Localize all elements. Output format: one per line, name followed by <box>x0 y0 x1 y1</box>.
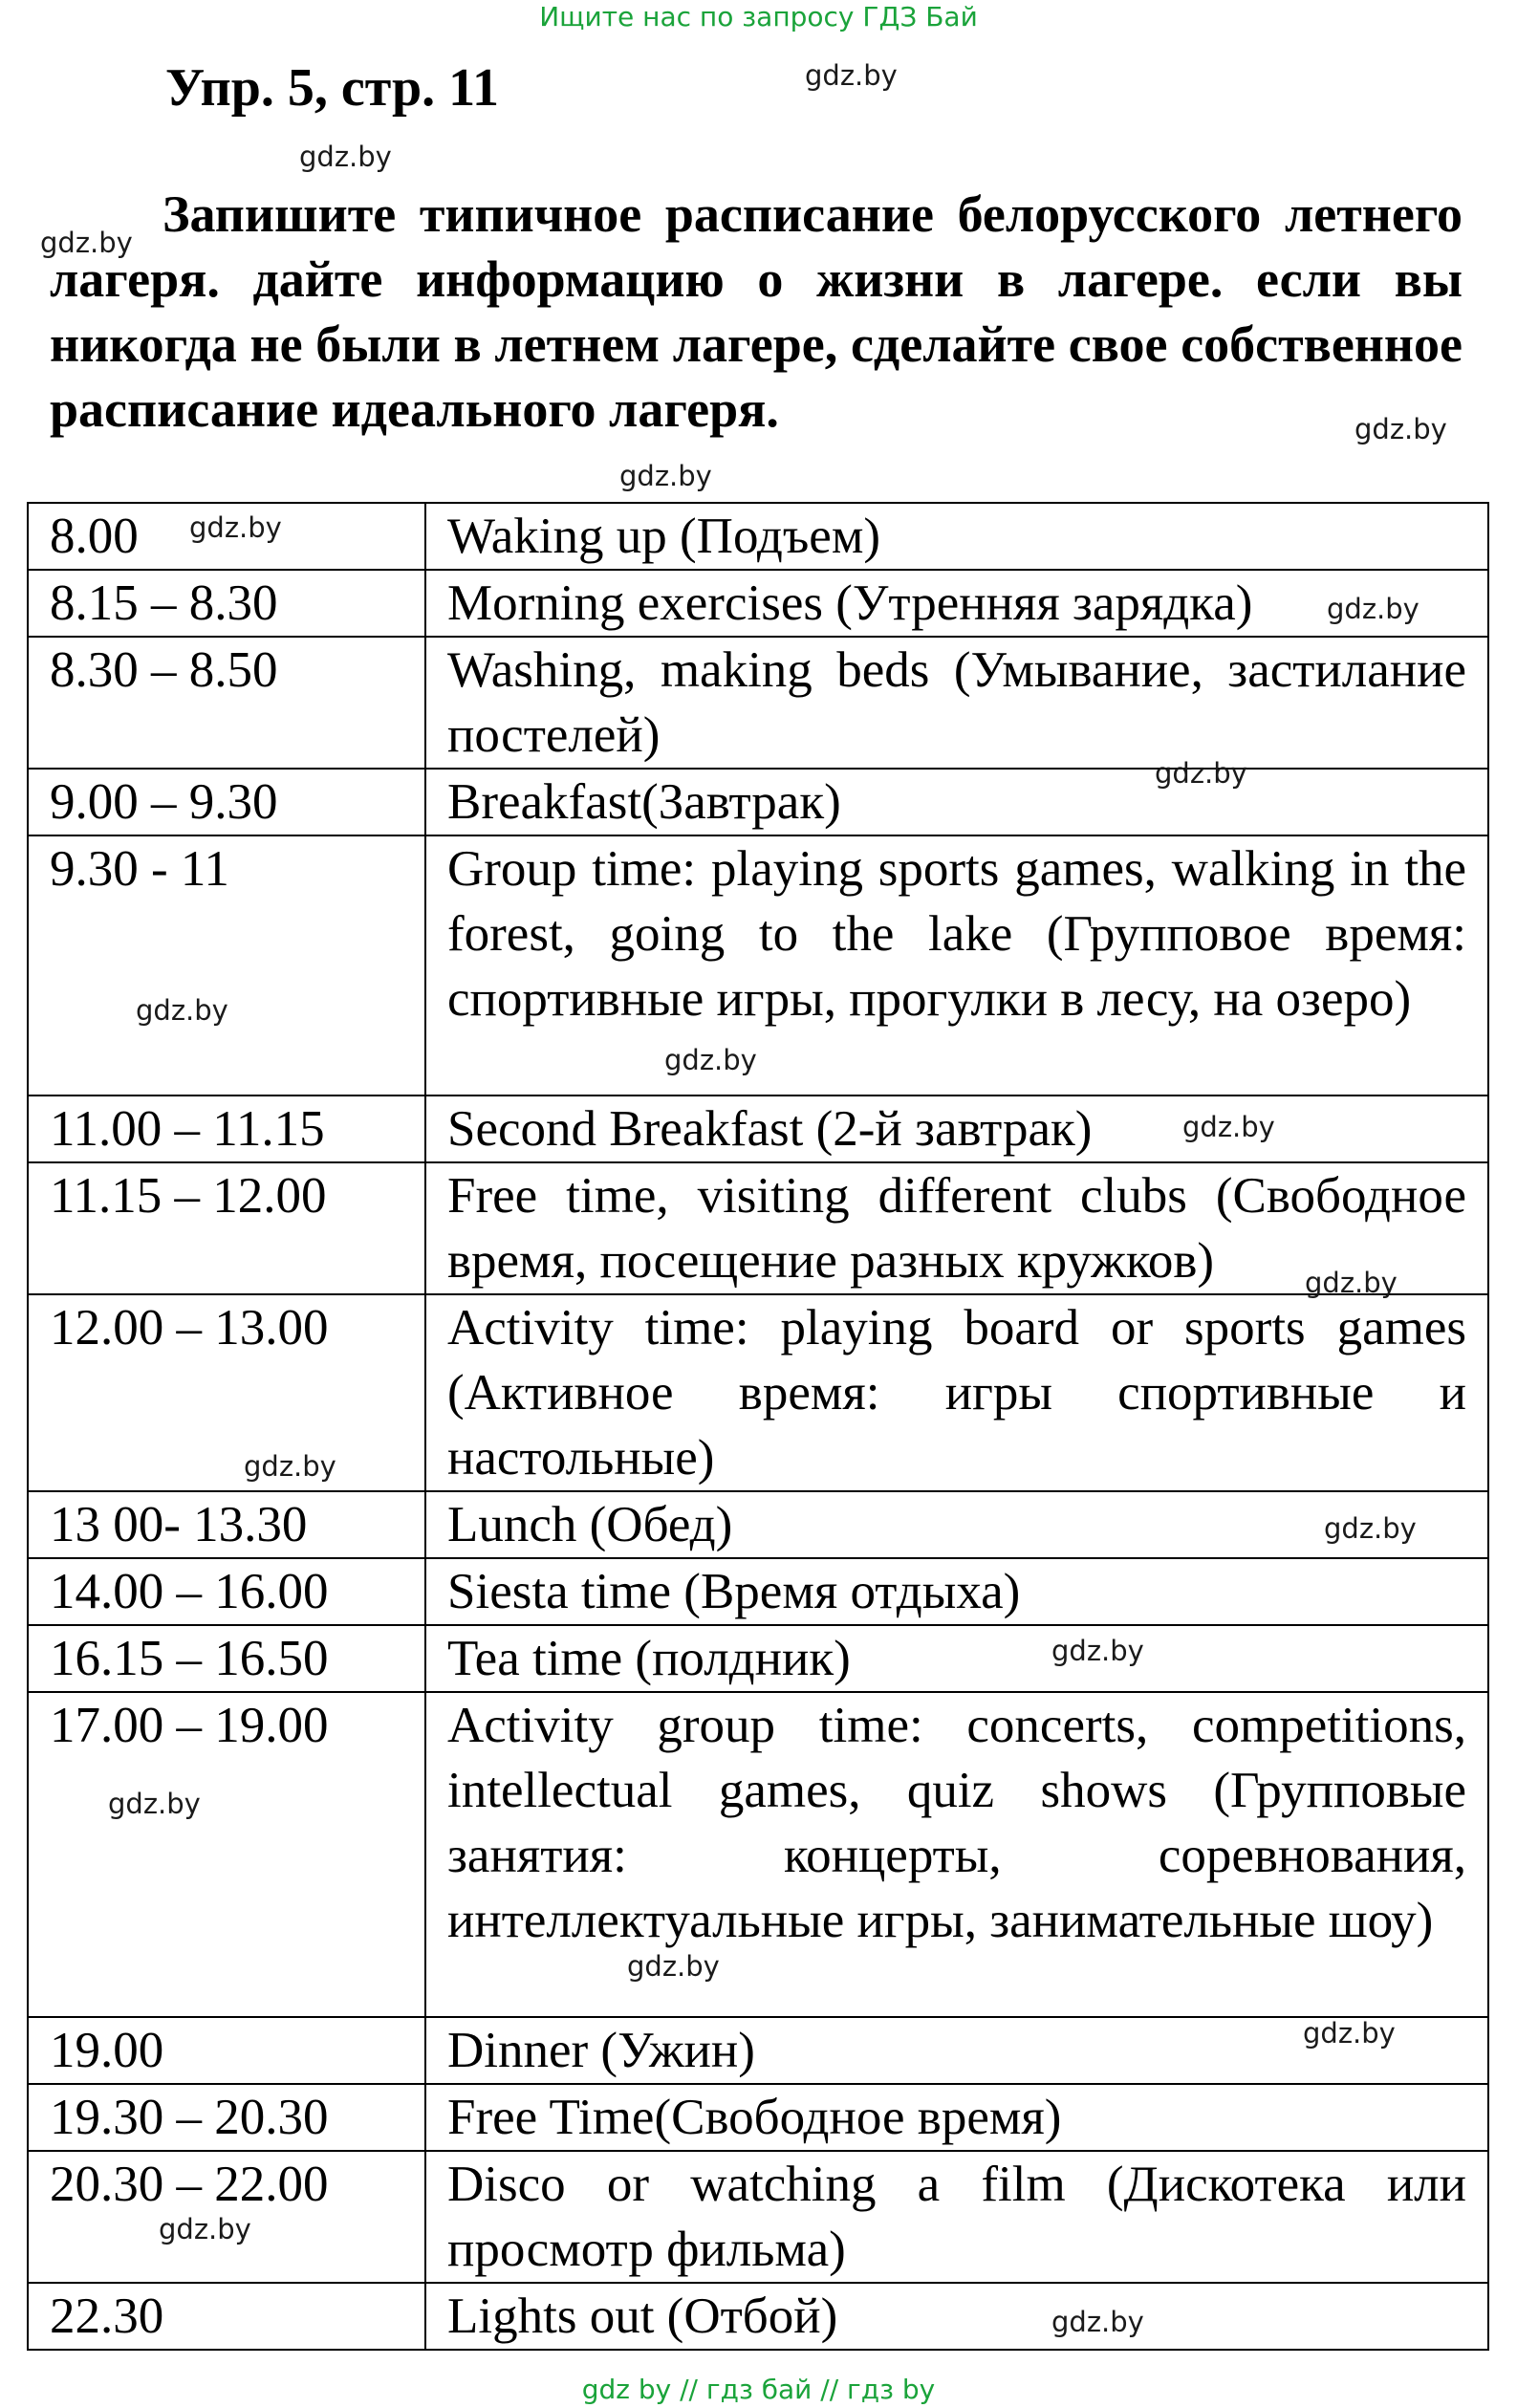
time-cell: 14.00 – 16.00 <box>28 1558 425 1625</box>
activity-cell: Waking up (Подъем) <box>425 503 1488 570</box>
time-cell: 9.00 – 9.30 <box>28 769 425 835</box>
watermark: gdz.by <box>627 1950 720 1983</box>
watermark: gdz.by <box>619 460 712 492</box>
watermark: gdz.by <box>1155 757 1247 790</box>
activity-cell: Tea time (полдник) <box>425 1625 1488 1692</box>
time-cell: 8.00 <box>28 503 425 570</box>
time-cell: 11.00 – 11.15 <box>28 1096 425 1162</box>
activity-cell: Siesta time (Время отдыха) <box>425 1558 1488 1625</box>
activity-cell: Activity group time: concerts, competitions, intellectual games, quiz shows (Групповые занятия: концерты, соревнования, интеллектуальные игры, занимательные шоу) <box>425 1692 1488 2017</box>
schedule-table <box>27 502 1489 2351</box>
time-cell: 20.30 – 22.00 <box>28 2151 425 2283</box>
activity-cell: Lights out (Отбой) <box>425 2283 1488 2350</box>
watermark: gdz.by <box>1303 2017 1396 2050</box>
table-row <box>28 637 1488 769</box>
time-cell: 22.30 <box>28 2283 425 2350</box>
activity-cell: Breakfast(Завтрак) <box>425 769 1488 835</box>
table-row <box>28 769 1488 835</box>
watermark: gdz.by <box>1051 1635 1144 1667</box>
watermark: gdz.by <box>244 1450 336 1483</box>
table-row <box>28 2084 1488 2151</box>
watermark: gdz.by <box>1305 1267 1398 1299</box>
activity-cell: Disco or watching a film (Дискотека или просмотр фильма) <box>425 2151 1488 2283</box>
time-cell: 19.30 – 20.30 <box>28 2084 425 2151</box>
watermark: gdz.by <box>189 511 282 544</box>
table-row <box>28 2283 1488 2350</box>
time-cell: 9.30 - 11 <box>28 835 425 1096</box>
activity-cell: Group time: playing sports games, walking in the forest, going to the lake (Групповое время: спортивные игры, прогулки в лесу, на озеро) <box>425 835 1488 1096</box>
activity-cell: Second Breakfast (2-й завтрак) <box>425 1096 1488 1162</box>
footer-links: gdz by // гдз бай // гдз by <box>581 2374 936 2405</box>
watermark: gdz.by <box>1354 413 1447 445</box>
table-row <box>28 1558 1488 1625</box>
watermark: gdz.by <box>1182 1111 1275 1143</box>
activity-cell: Washing, making beds (Умывание, застилание постелей) <box>425 637 1488 769</box>
table-row <box>28 1491 1488 1558</box>
time-cell: 13 00- 13.30 <box>28 1491 425 1558</box>
time-cell: 17.00 – 19.00 <box>28 1692 425 2017</box>
table-row <box>28 570 1488 637</box>
watermark: gdz.by <box>805 59 898 92</box>
exercise-heading: Упр. 5, стр. 11 <box>165 58 500 118</box>
table-row <box>28 835 1488 1096</box>
top-search-link[interactable]: Ищите нас по запросу ГДЗ Бай <box>539 1 978 33</box>
activity-cell: Lunch (Обед) <box>425 1491 1488 1558</box>
time-cell: 19.00 <box>28 2017 425 2084</box>
activity-cell: Free time, visiting different clubs (Свободное время, посещение разных кружков) <box>425 1162 1488 1294</box>
activity-cell: Morning exercises (Утренняя зарядка) <box>425 570 1488 637</box>
watermark: gdz.by <box>1324 1512 1417 1545</box>
table-row <box>28 1692 1488 2017</box>
time-cell: 12.00 – 13.00 <box>28 1294 425 1491</box>
time-cell: 8.15 – 8.30 <box>28 570 425 637</box>
watermark: gdz.by <box>136 994 228 1027</box>
watermark: gdz.by <box>108 1788 201 1820</box>
time-cell: 16.15 – 16.50 <box>28 1625 425 1692</box>
activity-cell: Free Time(Свободное время) <box>425 2084 1488 2151</box>
watermark: gdz.by <box>40 227 133 259</box>
activity-cell: Activity time: playing board or sports games (Активное время: игры спортивные и настольные) <box>425 1294 1488 1491</box>
task-text: Запишите типичное расписание белорусского летнего лагеря. дайте информацию о жизни в лагере. если вы никогда не были в летнем лагере, сделайте свое собственное расписание идеального лагеря. <box>50 185 1463 438</box>
table-row <box>28 1162 1488 1294</box>
watermark: gdz.by <box>1327 593 1419 625</box>
table-row <box>28 2017 1488 2084</box>
watermark: gdz.by <box>159 2213 251 2245</box>
time-cell: 11.15 – 12.00 <box>28 1162 425 1294</box>
watermark: gdz.by <box>1051 2306 1144 2338</box>
time-cell: 8.30 – 8.50 <box>28 637 425 769</box>
watermark: gdz.by <box>299 141 392 173</box>
watermark: gdz.by <box>664 1044 757 1076</box>
table-row <box>28 1625 1488 1692</box>
activity-cell: Dinner (Ужин) <box>425 2017 1488 2084</box>
